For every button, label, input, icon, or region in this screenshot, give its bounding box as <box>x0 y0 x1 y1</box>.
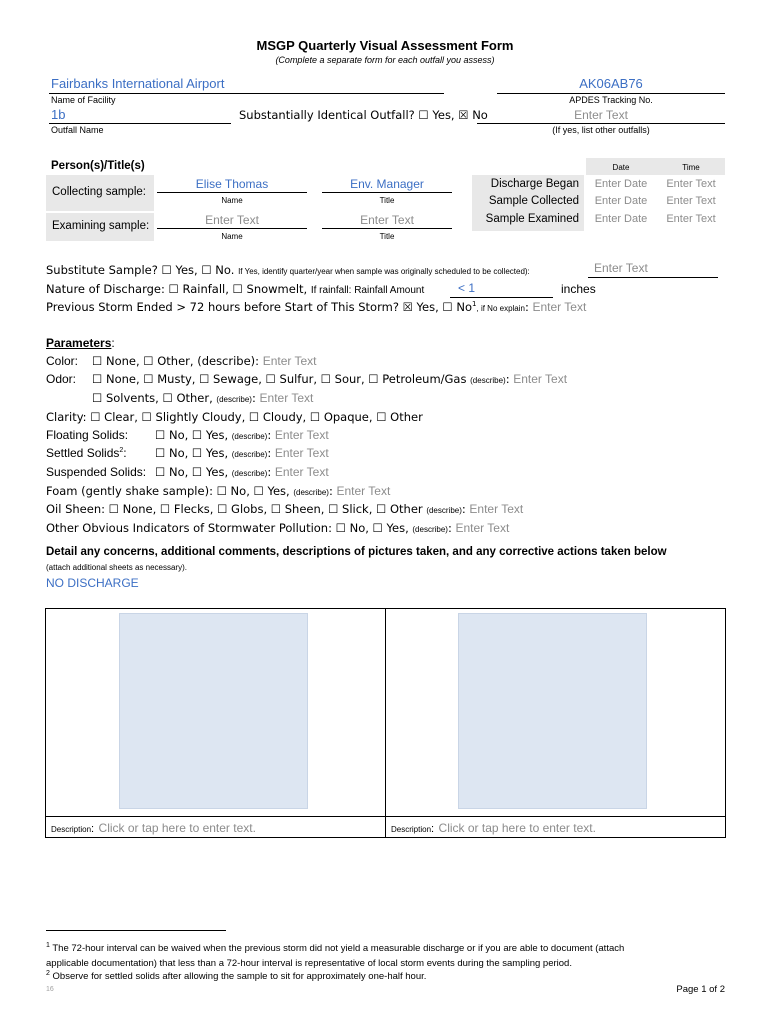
outfall-name-label: Outfall Name <box>51 125 104 135</box>
description-right-field[interactable]: Click or tap here to enter text. <box>438 821 596 835</box>
description-colon: : <box>431 823 435 835</box>
odor-describe-note: (describe) <box>470 376 506 385</box>
form-subtitle: (Complete a separate form for each outfall you assess) <box>275 55 495 65</box>
other-indicators-options[interactable]: Other Obvious Indicators of Stormwater Pollution: ☐ No, ☐ Yes, <box>46 521 409 535</box>
schedule-time-field[interactable]: Enter Text <box>666 213 716 225</box>
floating-describe-note: (describe) <box>231 432 268 441</box>
persons-header: Person(s)/Title(s) <box>51 160 145 172</box>
footnote-1-line1: The 72-hour interval can be waived when the previous storm did not yield a measurable discharge or if you are able to document (attach <box>52 943 625 955</box>
outfall-name-field[interactable]: 1b <box>51 107 66 122</box>
collecting-name-field[interactable]: Elise Thomas <box>195 177 269 191</box>
facility-name-label: Name of Facility <box>51 95 116 105</box>
oil-sheen-row[interactable]: Oil Sheen: ☐ None, ☐ Flecks, ☐ Globs, ☐ Sheen, ☐ Slick, ☐ Other (describe): Enter Text <box>46 502 524 516</box>
suspended-solids-label: Suspended Solids: <box>46 465 147 479</box>
settled-solids-row[interactable]: ☐ No, ☐ Yes, (describe): Enter Text <box>155 446 329 460</box>
time-header: Time <box>682 163 700 172</box>
apdes-label: APDES Tracking No. <box>569 95 653 105</box>
rainfall-unit: inches <box>561 282 596 296</box>
foam-options[interactable]: Foam (gently shake sample): ☐ No, ☐ Yes, <box>46 484 290 498</box>
substitute-sample-question[interactable] <box>46 263 530 277</box>
substitute-options[interactable]: Substitute Sample? ☐ Yes, ☐ No. <box>46 263 235 277</box>
photo-placeholder-right[interactable] <box>458 613 647 809</box>
other-outfalls-field[interactable]: Enter Text <box>574 108 628 122</box>
schedule-time-field[interactable]: Enter Text <box>666 195 716 207</box>
form-code: 16 <box>46 986 54 993</box>
oil-describe-field[interactable]: Enter Text <box>469 502 524 516</box>
odor-label: Odor: <box>46 372 77 386</box>
schedule-row-label: Discharge Began <box>490 178 579 190</box>
footnote-2-text: Observe for settled solids after allowing the sample to sit for approximately one-half hour. <box>52 971 427 983</box>
foam-describe-field[interactable]: Enter Text <box>336 484 391 498</box>
schedule-row-label: Sample Collected <box>488 195 579 207</box>
description-label: Description <box>391 825 432 834</box>
other-indicators-row[interactable]: Other Obvious Indicators of Stormwater Pollution: ☐ No, ☐ Yes, (describe): Enter Text <box>46 521 510 535</box>
color-describe-field[interactable]: Enter Text <box>262 354 317 368</box>
footnote-2-marker: 2 <box>46 970 50 977</box>
examining-name-caption: Name <box>221 232 243 241</box>
parameters-header <box>46 336 115 350</box>
odor-row[interactable]: ☐ None, ☐ Musty, ☐ Sewage, ☐ Sulfur, ☐ Sour, ☐ Petroleum/Gas (describe): Enter Text <box>92 372 568 386</box>
photo-placeholder-left[interactable] <box>119 613 308 809</box>
settled-solids-text: Settled Solids <box>46 446 120 460</box>
schedule-date-field[interactable]: Enter Date <box>594 213 648 225</box>
rainfall-amount-field[interactable]: < 1 <box>458 281 476 295</box>
photo-table-divider <box>385 608 386 838</box>
footnote-1 <box>46 938 736 971</box>
detail-header: Detail any concerns, additional comments, descriptions of pictures taken, and any corrective actions taken below <box>46 546 667 558</box>
color-label: Color: <box>46 354 79 368</box>
footnote-1-line2: applicable documentation) that less than a 72-hour interval is representative of local storm events during the sampling period. <box>46 958 572 970</box>
settled-solids-label <box>46 446 127 460</box>
suspended-solids-row[interactable]: ☐ No, ☐ Yes, (describe): Enter Text <box>155 465 329 479</box>
parameters-title: Parameters <box>46 336 112 350</box>
examining-title-caption: Title <box>379 232 395 241</box>
detail-field[interactable]: NO DISCHARGE <box>46 576 139 590</box>
odor-describe-field[interactable]: Enter Text <box>513 372 568 386</box>
schedule-time-field[interactable]: Enter Text <box>666 178 716 190</box>
floating-solids-row[interactable]: ☐ No, ☐ Yes, (describe): Enter Text <box>155 428 329 442</box>
settled-describe-field[interactable]: Enter Text <box>274 446 329 460</box>
odor-row-2[interactable]: ☐ Solvents, ☐ Other, (describe): Enter Text <box>92 391 314 405</box>
examining-name-line <box>157 228 307 229</box>
description-left-field[interactable]: Click or tap here to enter text. <box>98 821 256 835</box>
storm-colon: : <box>524 300 529 314</box>
suspended-options[interactable]: ☐ No, ☐ Yes, <box>155 465 229 479</box>
form-title: MSGP Quarterly Visual Assessment Form <box>256 38 514 53</box>
examining-name-field[interactable]: Enter Text <box>205 213 259 227</box>
description-colon: : <box>91 823 95 835</box>
examining-label: Examining sample: <box>52 220 150 232</box>
footnote-separator <box>46 930 226 931</box>
settled-describe-note: (describe) <box>231 450 268 459</box>
collecting-title-field[interactable]: Env. Manager <box>350 177 424 191</box>
facility-name-field[interactable]: Fairbanks International Airport <box>51 76 225 91</box>
collecting-name-caption: Name <box>221 196 243 205</box>
color-row[interactable] <box>92 354 317 368</box>
oil-sheen-options[interactable]: Oil Sheen: ☐ None, ☐ Flecks, ☐ Globs, ☐ Sheen, ☐ Slick, ☐ Other <box>46 502 423 516</box>
other-outfalls-label: (If yes, list other outfalls) <box>552 125 650 135</box>
previous-storm-options[interactable]: Previous Storm Ended > 72 hours before Start of This Storm? ☒ Yes, ☐ No <box>46 300 473 314</box>
foam-row[interactable]: Foam (gently shake sample): ☐ No, ☐ Yes, (describe): Enter Text <box>46 484 391 498</box>
detail-note: (attach additional sheets as necessary). <box>46 563 187 572</box>
previous-storm-question[interactable] <box>46 300 586 314</box>
suspended-describe-note: (describe) <box>231 469 268 478</box>
schedule-date-field[interactable]: Enter Date <box>594 178 648 190</box>
footnote-2 <box>46 970 426 982</box>
substitute-note: If Yes, identify quarter/year when sample was originally scheduled to be collected): <box>238 267 530 276</box>
foam-describe-note: (describe) <box>293 488 329 497</box>
floating-solids-label: Floating Solids: <box>46 428 129 442</box>
parameters-colon: : <box>111 336 115 350</box>
outfall-name-line <box>49 123 231 124</box>
substitute-field[interactable]: Enter Text <box>594 261 648 275</box>
apdes-line <box>497 93 725 94</box>
clarity-row[interactable]: Clarity: ☐ Clear, ☐ Slightly Cloudy, ☐ Cloudy, ☐ Opaque, ☐ Other <box>46 410 423 424</box>
color-options[interactable]: ☐ None, ☐ Other, (describe): <box>92 354 260 368</box>
footnote-ref-2: 2 <box>119 447 124 454</box>
nature-of-discharge[interactable] <box>46 282 424 296</box>
examining-title-field[interactable]: Enter Text <box>360 213 414 227</box>
nature-options[interactable]: Nature of Discharge: ☐ Rainfall, ☐ Snowmelt, <box>46 282 308 296</box>
floating-describe-field[interactable]: Enter Text <box>274 428 329 442</box>
collecting-title-caption: Title <box>379 196 395 205</box>
rainfall-note: If rainfall: Rainfall Amount <box>310 285 425 296</box>
other-describe-note: (describe) <box>412 525 448 534</box>
examining-title-line <box>322 228 452 229</box>
collecting-label: Collecting sample: <box>52 186 146 198</box>
description-right <box>391 819 596 837</box>
odor-options-2[interactable]: ☐ Solvents, ☐ Other, <box>92 391 213 405</box>
odor-describe-note-2: (describe) <box>216 395 252 404</box>
photo-table-desc-line <box>45 816 726 817</box>
rainfall-amount-line <box>450 297 553 298</box>
odor-options[interactable]: ☐ None, ☐ Musty, ☐ Sewage, ☐ Sulfur, ☐ Sour, ☐ Petroleum/Gas <box>92 372 467 386</box>
suspended-describe-field[interactable]: Enter Text <box>274 465 329 479</box>
odor-describe-field-2[interactable]: Enter Text <box>259 391 314 405</box>
settled-solids-colon: : <box>123 446 127 460</box>
other-describe-field[interactable]: Enter Text <box>455 521 510 535</box>
footnote-ref-1: 1 <box>472 300 477 309</box>
footnote-1-marker: 1 <box>46 942 50 949</box>
storm-explain-field[interactable]: Enter Text <box>532 300 587 314</box>
collecting-title-line <box>322 192 452 193</box>
apdes-field[interactable]: AK06AB76 <box>579 76 643 91</box>
collecting-name-line <box>157 192 307 193</box>
floating-options[interactable]: ☐ No, ☐ Yes, <box>155 428 229 442</box>
description-label: Description <box>51 825 92 834</box>
schedule-date-field[interactable]: Enter Date <box>594 195 648 207</box>
page-number: Page 1 of 2 <box>676 984 725 995</box>
substitute-line <box>588 277 718 278</box>
date-header: Date <box>612 163 630 172</box>
oil-describe-note: (describe) <box>426 506 462 515</box>
other-outfalls-line <box>477 123 725 124</box>
identical-outfall-question[interactable]: Substantially Identical Outfall? ☐ Yes, ☒ No <box>239 108 488 122</box>
description-left <box>51 819 256 837</box>
storm-note: , if No explain <box>476 304 525 313</box>
schedule-row-label: Sample Examined <box>485 213 579 225</box>
facility-name-line <box>49 93 444 94</box>
settled-options[interactable]: ☐ No, ☐ Yes, <box>155 446 229 460</box>
